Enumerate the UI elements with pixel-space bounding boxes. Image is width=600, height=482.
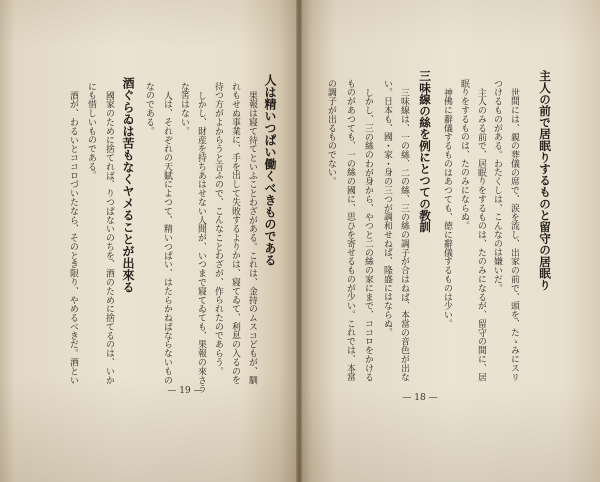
text-line: なのである。	[144, 82, 154, 136]
section-heading: 主人の前で居眠りするものと留守の居眠り	[538, 70, 552, 291]
text-line: 果報は寢て待てといふことわざがある。これは、金持のムスコどもが、馴	[247, 91, 257, 385]
section-heading: 三味線の絲を例にとつての教訓	[418, 70, 432, 233]
text-line: 神佛に辭儀するものはあつても、徳に辭儀するものは少い。	[442, 88, 452, 329]
text-line: しかし、財産を持ちあはせない人間が、いつまで寢てゐても、果報の來さう	[196, 91, 206, 394]
text-line: 人は、それぞれの天賦によつて、精いつぱい、はたらかねばならないもの	[162, 91, 172, 385]
text-line: れもせぬ事業に、手を出して失敗するよりかは、寢てゐて、利息の入るのを	[230, 82, 240, 385]
page-gutter	[296, 0, 302, 482]
text-line: 待つ方がよからうと言ふので、こんなことわざが、作られたのであらう。	[213, 82, 223, 376]
text-line: 眠りをするものは、たのみにならぬ。	[459, 79, 469, 231]
text-line: 三味線は、一の絲、二の絲、三の絲の調子が合はねば、本當の音色が出な	[399, 88, 409, 382]
text-line: 酒が、わるいとココロづいたなら、そのとき限り、やめるべきだ。酒とい	[68, 91, 78, 385]
text-line: しかし、三の絲のわが身から、やつと二の絲の家にまで、ココロをかける	[363, 88, 373, 382]
text-line: な筈はない。	[179, 82, 189, 136]
text-line: 國家のために捨てれば、りつぱないのちを、酒のために捨てるのは、いか	[104, 91, 114, 385]
text-line: つけるものがある。わたくしは、こんなのは嫌いだ。	[492, 79, 502, 293]
text-line: 主人のみる前で、居眠りをするものは、たのみになるが、留守の間に、居	[476, 88, 486, 382]
page-number: — 19 —	[167, 386, 203, 396]
page-number: — 18 —	[402, 393, 438, 403]
text-line: 世間には、親の葬儀の席で、涙を流し、出家の前で、頭を、たゝみにスリ	[509, 88, 519, 382]
right-page	[300, 0, 600, 482]
text-line: にも惜しいものである。	[86, 82, 96, 180]
section-heading: 酒ぐらゐは苦もなくヤメることが出來る	[121, 77, 135, 293]
section-heading: 人は精いつぱい働くべきものである	[263, 74, 277, 266]
text-line: い。日本も、國・家・身の三つが調和せねば、隆盛にはならぬ。	[382, 79, 392, 337]
text-line: ものがあつても、一の絲の國に、思ひを寄せるものが少い。これでは、本當	[345, 79, 355, 382]
text-line: の調子が出るものでない。	[326, 79, 336, 186]
